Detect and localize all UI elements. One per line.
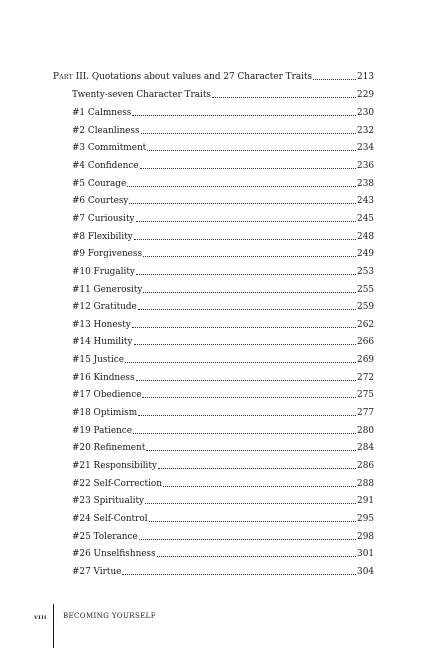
toc-entry[interactable] [72,107,374,119]
toc-leader-dots [138,309,356,310]
toc-page-number: 259 [357,302,374,313]
toc-leader-dots [145,503,356,504]
toc-leader-dots [132,327,356,328]
toc-entry[interactable] [72,425,374,437]
toc-entry-title: #22 Self-Correction [72,478,162,489]
toc-entry[interactable] [72,548,374,560]
toc-entry-title: #4 Confidence [72,160,139,171]
toc-page-number: 243 [357,196,374,207]
toc-entry[interactable] [72,213,374,225]
toc-leader-dots [136,274,356,275]
toc-entry[interactable] [72,442,374,454]
toc-leader-dots [139,539,356,540]
toc-part-label [53,71,312,83]
toc-entry-title: #17 Obedience [72,390,142,401]
toc-entry-title: #25 Tolerance [72,531,138,542]
toc-entry-title: #12 Gratitude [72,302,137,313]
toc-entry-title: #18 Optimism [72,408,138,418]
toc-entry[interactable] [72,195,374,207]
toc-entry[interactable] [72,372,374,384]
toc-page-number: 286 [357,461,374,471]
toc-entry-title: #14 Humility [72,337,133,348]
toc-page-number: 275 [357,390,374,401]
toc-entry-title: #11 Generosity [72,284,143,295]
toc-leader-dots [158,468,356,469]
toc-entry-title: #8 Flexibility [72,231,133,242]
toc-entry[interactable] [72,407,374,419]
toc-entry[interactable] [72,478,374,490]
toc-leader-dots [163,486,356,487]
toc-leader-dots [140,168,357,169]
toc-entry[interactable] [72,531,374,543]
toc-entry[interactable] [72,178,374,190]
toc-entry[interactable] [72,389,374,401]
toc-entry[interactable] [72,231,374,243]
toc-entry[interactable] [72,248,374,260]
folio-page-number: viii [34,612,47,621]
toc-entry[interactable] [72,336,374,348]
toc-entry[interactable] [72,566,374,578]
toc-entry-title: #1 Calmness [72,108,132,118]
toc-entry-title: #27 Virtue [72,566,122,577]
toc-entry-title: #20 Refinement [72,443,146,454]
toc-entry[interactable] [72,513,374,525]
toc-page-number: 255 [357,284,374,295]
toc-entry[interactable] [72,160,374,172]
toc-page-number: 236 [357,160,374,171]
toc-part-title: III. Quotations about values and 27 Character Traits [75,72,313,82]
toc-page-number: 277 [357,408,374,418]
toc-leader-dots [127,186,356,187]
toc-entry[interactable] [72,354,374,366]
toc-entry-title: #21 Responsibility [72,461,157,471]
toc-leader-dots [136,221,357,222]
toc-entry[interactable] [72,319,374,331]
toc-entry[interactable] [72,495,374,507]
toc-part-prefix: Part [53,72,73,82]
toc-leader-dots [157,556,356,557]
footer-divider [53,604,54,648]
toc-page-number: 248 [357,231,374,242]
toc-page-number: 291 [357,496,374,507]
toc-leader-dots [133,433,356,434]
toc-leader-dots [136,380,357,381]
toc-entry-title: #24 Self-Control [72,514,148,524]
toc-leader-dots [129,203,356,204]
toc-entry-title: #10 Frugality [72,266,135,277]
toc-leader-dots [143,292,356,293]
toc-entry-title: #16 Kindness [72,372,135,383]
toc-entry-title: #19 Patience [72,425,133,436]
toc-page-number: 266 [357,337,374,348]
toc-section-title: Twenty-seven Character Traits [72,90,211,100]
toc-leader-dots [212,97,356,98]
toc-leader-dots [146,450,356,451]
toc-page-number: 301 [357,549,374,560]
toc-page-number: 295 [357,514,374,524]
toc-part-heading[interactable] [53,71,374,83]
toc-page-number: 238 [357,178,374,189]
toc-leader-dots [132,115,356,116]
toc-leader-dots [134,239,356,240]
toc-leader-dots [125,362,356,363]
toc-page-number: 232 [357,125,374,136]
toc-page-number: 262 [357,319,374,330]
toc-entry[interactable] [72,301,374,313]
toc-entry[interactable] [72,460,374,472]
toc-entry[interactable] [72,284,374,296]
toc-page-number: 230 [357,108,374,118]
toc-leader-dots [313,79,356,80]
toc-entry[interactable] [72,142,374,154]
running-head: BECOMING YOURSELF [63,612,156,620]
toc-leader-dots [149,521,357,522]
toc-leader-dots [134,344,357,345]
toc-page-number: 269 [357,355,374,366]
toc-entry-title: #9 Forgiveness [72,249,143,260]
toc-entry-title: #3 Commitment [72,143,147,154]
toc-entry-title: #7 Curiousity [72,213,135,224]
toc-page-number: 234 [357,143,374,154]
toc-page-number: 280 [357,425,374,436]
toc-page-number: 249 [357,249,374,260]
toc-page-number: 272 [357,372,374,383]
toc-leader-dots [141,133,357,134]
toc-leader-dots [142,397,356,398]
page-footer [0,600,432,648]
toc-leader-dots [147,150,356,151]
toc-entry-title: #6 Courtesy [72,196,129,207]
toc-page-number: 245 [357,213,374,224]
toc-section-heading[interactable] [72,89,374,101]
toc-leader-dots [143,256,356,257]
toc-entry-title: #15 Justice [72,355,125,366]
toc-page-number: 298 [357,531,374,542]
toc-page-number: 288 [357,478,374,489]
toc-page-number: 284 [357,443,374,454]
toc-page-number: 213 [357,72,374,82]
toc-entry[interactable] [72,266,374,278]
toc-entry-title: #23 Spirituality [72,496,145,507]
toc-page-number: 229 [357,90,374,100]
toc-leader-dots [138,415,356,416]
toc-leader-dots [122,574,356,575]
toc-entry-title: #13 Honesty [72,319,131,330]
toc-entry-title: #2 Cleanliness [72,125,140,136]
toc-entry-title: #5 Courage [72,178,127,189]
toc-page-number: 253 [357,266,374,277]
toc-entry-title: #26 Unselfishness [72,549,156,560]
toc-entry[interactable] [72,125,374,137]
toc-page-number: 304 [357,566,374,577]
